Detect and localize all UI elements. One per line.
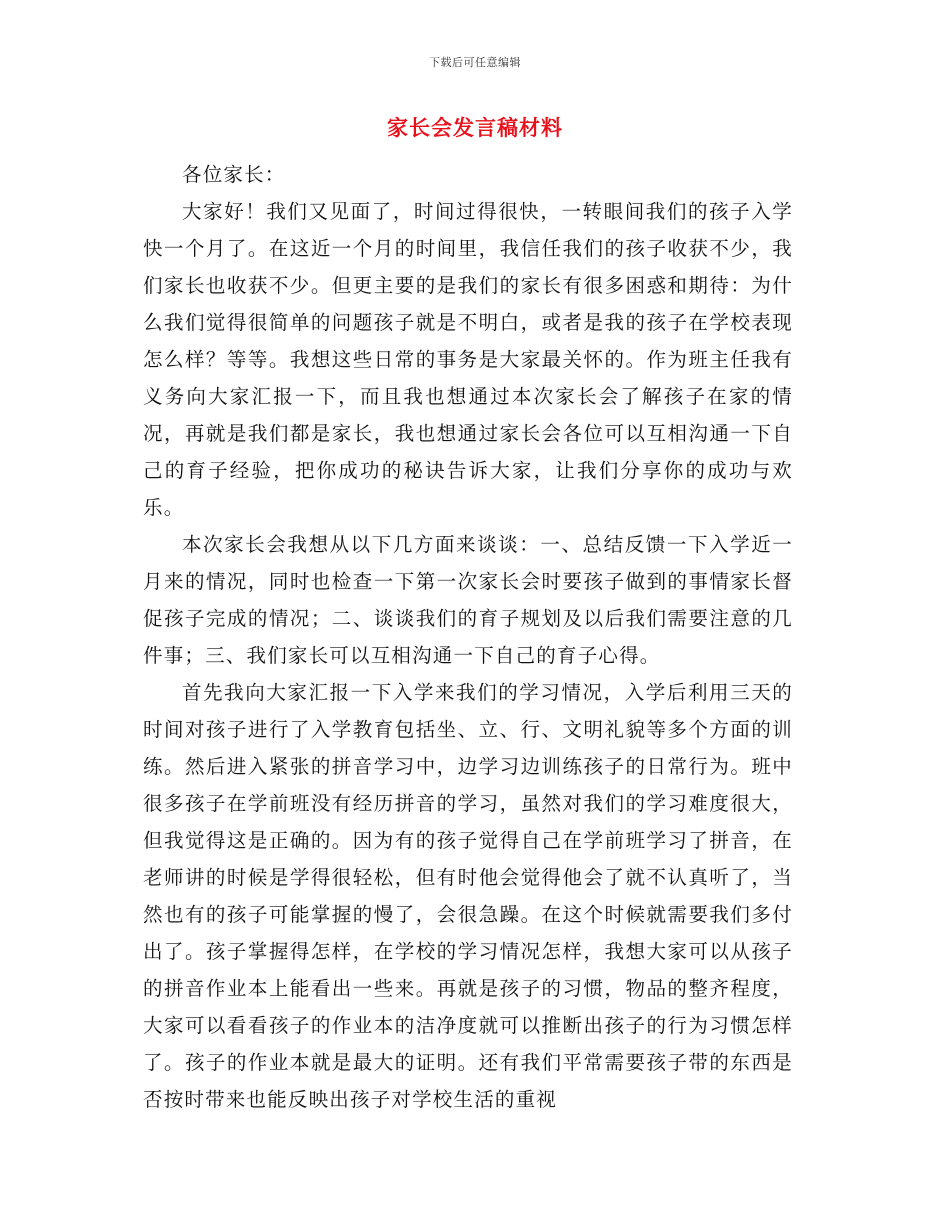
paragraph: 首先我向大家汇报一下入学来我们的学习情况，入学后利用三天的时间对孩子进行了入学教育包括坐、立、行、文明礼貌等多个方面的训练。然后进入紧张的拼音学习中，边学习边训练孩子的日常行为。班中很多孩子在学前班没有经历拼音的学习，虽然对我们的学习难度很大，但我觉得这是正确的。因为有的孩子觉得自己在学前班学习了拼音，在老师讲的时候是学得很轻松，但有时他会觉得他会了就不认真听了，当然也有的孩子可能掌握的慢了，会很急躁。在这个时候就需要我们多付出了。孩子掌握得怎样，在学校的学习情况怎样，我想大家可以从孩子的拼音作业本上能看出一些来。再就是孩子的习惯，物品的整齐程度，大家可以看看孩子的作业本的洁净度就可以推断出孩子的行为习惯怎样了。孩子的作业本就是最大的证明。还有我们平常需要孩子带的东西是否按时带来也能反映出孩子对学校生活的重视 xyxy=(143,681,793,1111)
document-title: 家长会发言稿材料 xyxy=(387,115,563,140)
paragraph: 本次家长会我想从以下几方面来谈谈：一、总结反馈一下入学近一月来的情况，同时也检查一下第一次家长会时要孩子做到的事情家长督促孩子完成的情况；二、谈谈我们的育子规划及以后我们需要注意的几件事；三、我们家长可以互相沟通一下自己的育子心得。 xyxy=(143,533,793,667)
paragraph: 大家好！我们又见面了，时间过得很快，一转眼间我们的孩子入学快一个月了。在这近一个月的时间里，我信任我们的孩子收获不少，我们家长也收获不少。但更主要的是我们的家长有很多困惑和期待：为什么我们觉得很简单的问题孩子就是不明白，或者是我的孩子在学校表现怎么样？等等。我想这些日常的事务是大家最关怀的。作为班主任我有义务向大家汇报一下，而且我也想通过本次家长会了解孩子在家的情况，再就是我们都是家长，我也想通过家长会各位可以互相沟通一下自己的育子经验，把你成功的秘诀告诉大家，让我们分享你的成功与欢乐。 xyxy=(143,200,793,519)
header-note: 下载后可任意编辑 xyxy=(429,56,521,69)
salutation: 各位家长： xyxy=(182,163,286,186)
document-body xyxy=(143,156,793,1118)
